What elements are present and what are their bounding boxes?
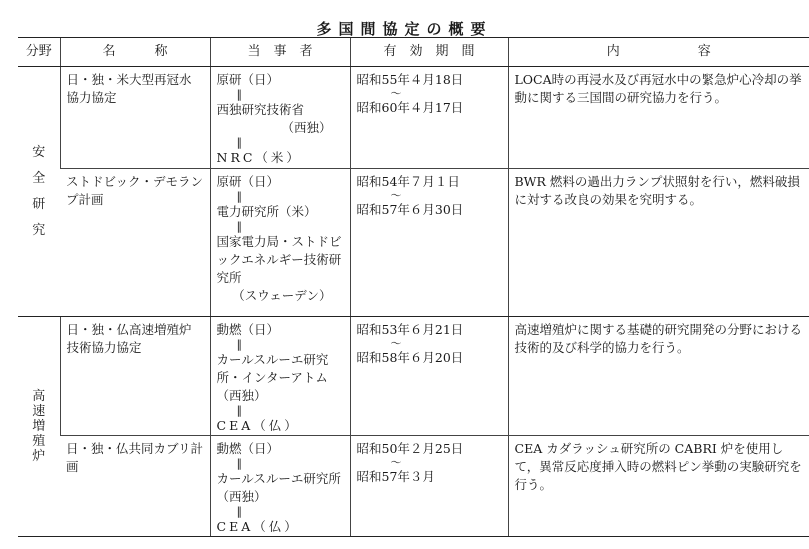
agreement-content: BWR 燃料の過出力ランプ状照射を行い，燃料破損に対する改良の効果を究明する。 [508,169,809,317]
table-row [18,169,809,317]
header-name: 名 称 [60,38,210,67]
header-field: 分野 [18,38,60,67]
agreement-period: 昭和54年７月１日 〜 昭和57年６月30日 [350,169,508,317]
agreement-name: ストドビック・デモランプ計画 [60,169,210,317]
table-row [18,67,809,169]
agreement-name: 日・独・仏共同カブリ計画 [60,436,210,537]
table-row [18,436,809,537]
agreement-period: 昭和55年４月18日 〜 昭和60年４月17日 [350,67,508,169]
agreement-parties: 動燃（日） || カールスルーエ研究所・インターアトム（西独） || CEA（仏） [210,317,350,436]
header-content: 内 容 [508,38,809,67]
agreements-table [18,37,809,537]
agreement-content: LOCA時の再浸水及び再冠水中の緊急炉心冷却の挙動に関する三国間の研究協力を行う。 [508,67,809,169]
header-parties: 当 事 者 [210,38,350,67]
agreement-content: CEA カダラッシュ研究所の CABRI 炉を使用して，異常反応度挿入時の燃料ピン挙動の実験研究を行う。 [508,436,809,537]
page-title: 多国間協定の概要 [316,20,493,38]
header-row [18,38,809,67]
agreement-period: 昭和53年６月21日 〜 昭和58年６月20日 [350,317,508,436]
agreement-parties: 動燃（日） || カールスルーエ研究所（西独） || CEA（仏） [210,436,350,537]
field-fast-breeder: 高 速 増 殖 炉 [18,317,60,537]
agreement-name: 日・独・仏高速増殖炉技術協力協定 [60,317,210,436]
table-row [18,317,809,436]
header-period: 有 効 期 間 [350,38,508,67]
agreement-parties: 原研（日） || 西独研究技術省 （西独） || NRC（米） [210,67,350,169]
agreement-parties: 原研（日） || 電力研究所（米） || 国家電力局・ストドビックエネルギー技術研究所 （スウェーデン） [210,169,350,317]
agreement-name: 日・独・米大型再冠水協力協定 [60,67,210,169]
agreement-content: 高速増殖炉に関する基礎的研究開発の分野における技術的及び科学的協力を行う。 [508,317,809,436]
field-safety: 安 全 研 究 [18,67,60,317]
agreement-period: 昭和50年２月25日 〜 昭和57年３月 [350,436,508,537]
